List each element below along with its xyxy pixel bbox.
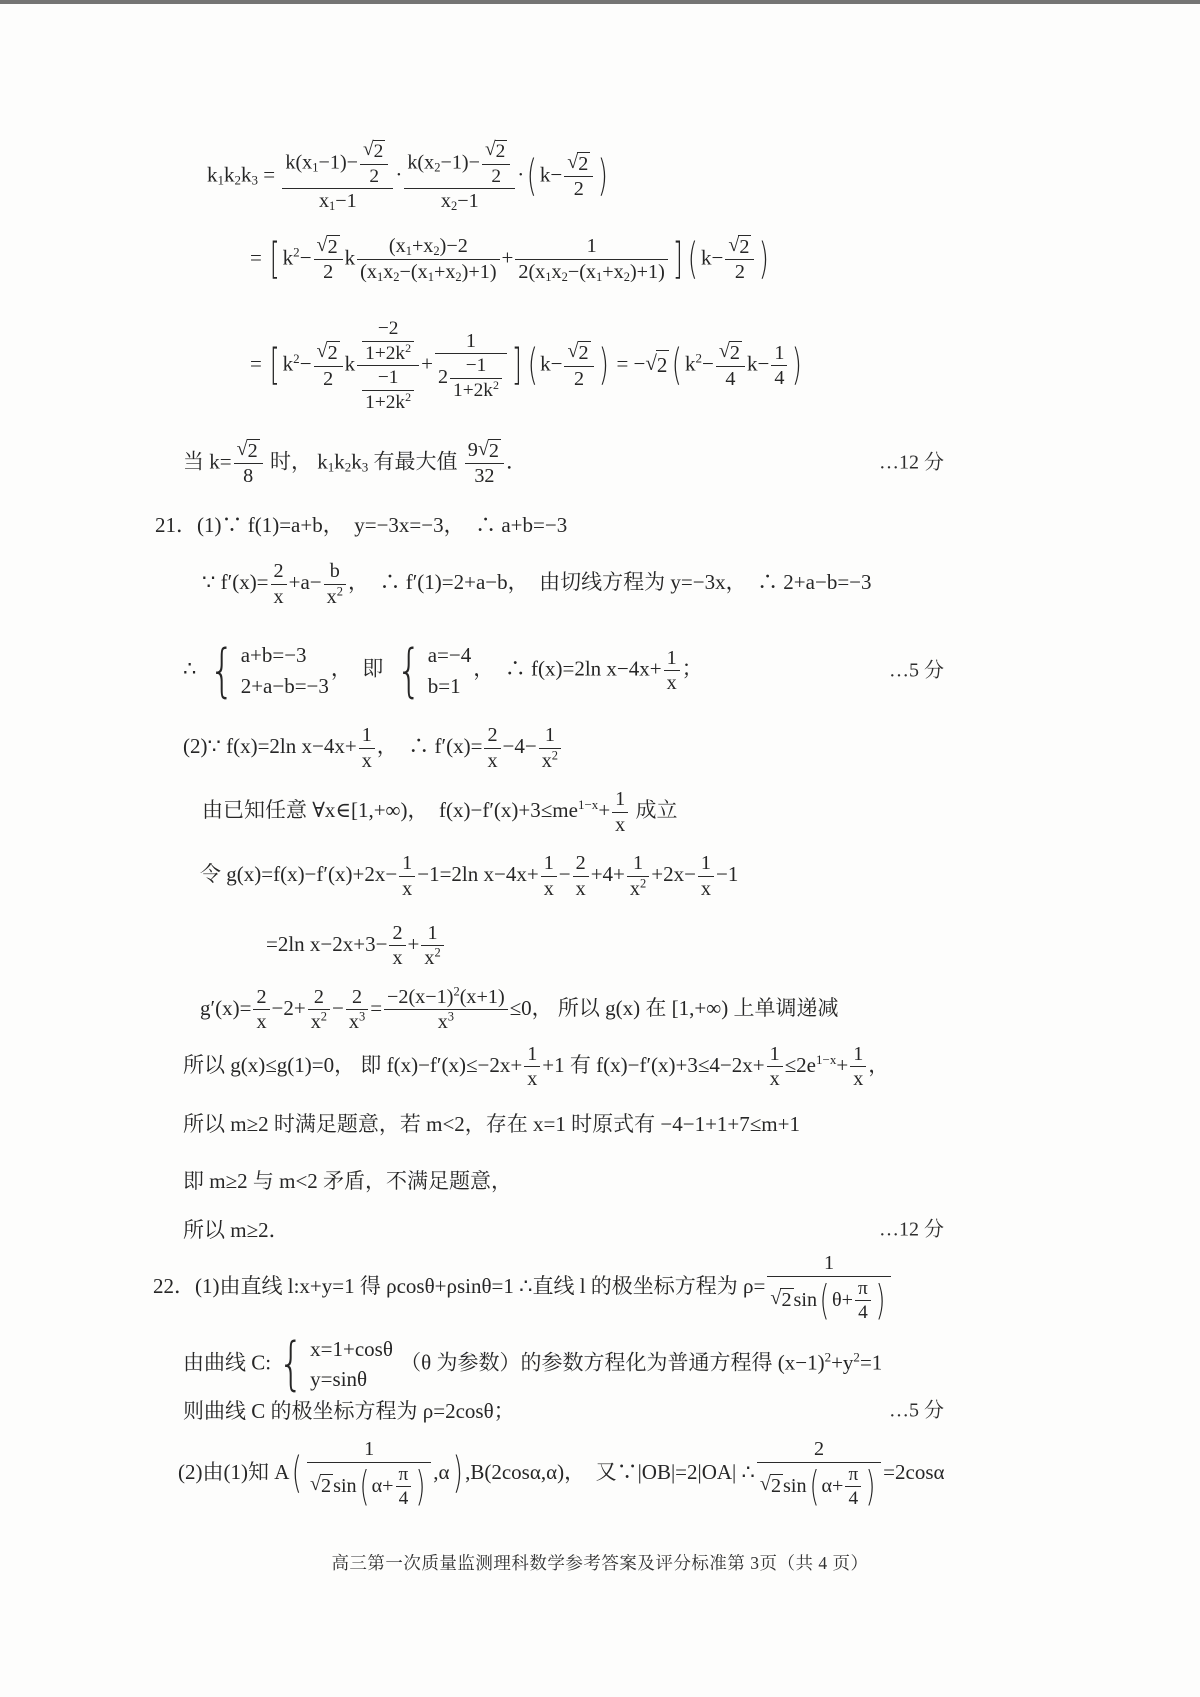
math-line: 所以 m≥2． …12 分	[183, 1217, 944, 1242]
superscript: 2	[492, 377, 499, 392]
fraction: $\frac{1}{4}$	[771, 342, 787, 390]
paren-group: ( k− √ 2 2 )	[688, 233, 770, 284]
math-line: 即 m≥2 与 m<2 矛盾，不满足题意，	[183, 1169, 513, 1194]
superscript: 2	[320, 1009, 328, 1024]
radical-sign: √	[645, 350, 657, 375]
paren-group: ( $k^2-$ √ 2 4 k− $\frac{1}{4}$ )	[672, 340, 803, 390]
bracket-group: [ $k^2-$ √ 2 2 k $\frac{\frac{-2}{1+2k^2}}{\frac{-1}{1+2k^2}}$ + 1 2 $\frac{-1}{1+2k^2}$ ]	[269, 318, 522, 414]
sqrt: √ 2	[567, 340, 589, 365]
fraction	[357, 318, 419, 414]
radical-sign: √	[236, 437, 248, 460]
subscript: 2	[451, 199, 458, 214]
sqrt: √ 2	[477, 437, 499, 462]
subscript: 2	[434, 160, 441, 175]
sqrt: √ 2	[718, 340, 740, 365]
subscript: 2	[234, 172, 242, 188]
fraction: $\frac{b}{x^2}$	[324, 560, 346, 608]
math-lines	[150, 0, 1000, 1510]
math-line: (2)∵ f(x)=2ln x−4x+ $\frac{1}{x}$ ， ∴ f′(x)= $\frac{2}{x}$ −4− $\frac{1}{x^2}$	[150, 724, 1000, 772]
radical-sign: √	[309, 1473, 322, 1496]
fraction: $\frac{1}{x}$	[767, 1043, 783, 1091]
fraction: $\frac{2}{x}$	[253, 986, 269, 1034]
math-line: 21．(1)∵ f(1)=a+b， y=−3x=−3， ∴ a+b=−3	[155, 512, 568, 537]
fraction: $\frac{2}{x}$	[389, 922, 405, 970]
subscript: 1	[405, 244, 412, 259]
fraction: √ 2 2	[564, 341, 593, 390]
radical-sign: √	[759, 1473, 771, 1496]
superscript: 3	[358, 1009, 366, 1024]
math-line: ∵ f′(x)= $\frac{2}{x}$ +a− $\frac{b}{x^2}$ ， ∴ f′(1)=2+a−b， 由切线方程为 y=−3x， ∴ 2+a−b=−3	[202, 560, 872, 608]
subscript: 1	[596, 270, 603, 285]
fraction: $\frac{1}{2(x_1x_2-(x_1+x_2)+1)}$	[515, 235, 667, 283]
math-line: 所以 m≥2 时满足题意，若 m<2，存在 x=1 时原式有 −4−1+1+7≤m+1	[183, 1111, 800, 1136]
sqrt: √ 2	[316, 234, 338, 258]
subscript: 1	[327, 459, 335, 475]
superscript: 2	[336, 584, 343, 599]
superscript: 2	[824, 1349, 832, 1365]
paren-group: ( k− √ 2 2 )	[527, 150, 609, 201]
subscript: 2	[455, 270, 462, 285]
fraction: $\frac{1}{x}$	[524, 1043, 540, 1091]
fraction: $\frac{2}{x^2}$	[308, 986, 330, 1034]
fraction: $\frac{1}{x}$	[698, 852, 714, 900]
score-marker: …12 分	[879, 1218, 944, 1241]
math-line: 22．(1)由直线 l:x+y=1 得 ρcosθ+ρsinθ=1 ∴直线 l 的极坐标方程为 ρ= 1 √ 2 sin ( θ+ $\frac{\pi}{4}$ )	[150, 1252, 1000, 1324]
subscript: 2	[561, 270, 568, 285]
fraction: $\frac{\pi}{4}$	[396, 1464, 412, 1510]
fraction: $\frac{2}{x}$	[271, 560, 287, 608]
fraction: $\frac{\pi}{4}$	[855, 1278, 871, 1324]
fraction: $k(x_2-1)-$ √ 2 2 $x_2-1$	[404, 140, 515, 213]
subscript: 1	[545, 270, 552, 285]
math-line: 由已知任意 ∀x∈[1,+∞)， $f(x)-f'(x)+3\le me^{1-x}+$ $\frac{1}{x}$ 成立	[202, 788, 678, 836]
subscript: 2	[623, 270, 630, 285]
radical-sign: √	[316, 340, 328, 363]
fraction: $\frac{(x_1+x_2)-2}{(x_1x_2-(x_1+x_2)+1)}$	[357, 235, 499, 283]
fraction: √ 2 2	[564, 152, 593, 201]
subscript: 1	[312, 160, 319, 175]
superscript: 2	[695, 350, 702, 366]
fraction: $\frac{-2(x-1)^2(x+1)}{x^3}$	[384, 986, 508, 1034]
radical-sign: √	[728, 234, 740, 257]
radical-sign: √	[316, 234, 328, 257]
fraction: 9 √ 2 32	[465, 439, 504, 488]
superscript: 2	[405, 340, 412, 355]
paren-group: ( θ+ $\frac{\pi}{4}$ )	[819, 1275, 886, 1325]
fraction: $\frac{-1}{1+2k^2}$	[450, 355, 502, 401]
fraction: √ 2 8	[234, 439, 263, 488]
fraction: √ 2 2	[360, 140, 388, 187]
score-marker: …5 分	[889, 659, 944, 682]
paren-group: ( 1 √ 2 sin ( α+ $\frac{\pi}{4}$ ) ,α )	[292, 1438, 463, 1511]
subscript: 1	[427, 270, 434, 285]
fraction: √ 2 2	[314, 235, 343, 284]
math-line: ∴ { a+b=−3 2+a−b=−3 ， 即 { a=−4 b=1 ， ∴ f(x)=2ln x−4x+ $\frac{1}{x}$ ； …5 分	[183, 637, 944, 704]
sqrt: √ 2	[309, 1473, 332, 1498]
fraction: √ 2 2	[725, 235, 754, 284]
radical-sign: √	[770, 1287, 782, 1310]
bracket-group: [ $k^2-$ √ 2 2 k $\frac{(x_1+x_2)-2}{(x_1x_2-(x_1+x_2)+1)}$ + $\frac{1}{2(x_1x_2-(x_1+x_2)+1)}$ ]	[269, 233, 683, 285]
sqrt: √ 2	[316, 340, 338, 365]
radical-sign: √	[718, 340, 730, 363]
fraction: $\frac{1}{x^2}$	[421, 922, 443, 970]
superscript: 2	[551, 748, 559, 763]
fraction: $\frac{2}{x^3}$	[346, 986, 368, 1034]
fraction: √ 2 4	[716, 341, 745, 390]
brace-icon: {	[209, 637, 235, 704]
fraction: $\frac{1}{x^2}$	[539, 724, 561, 772]
cases-system: { x=1+cosθ y=sinθ	[278, 1331, 393, 1398]
subscript: 1	[376, 270, 384, 285]
math-line: =2ln x−2x+3− $\frac{2}{x}$ + $\frac{1}{x^2}$	[150, 922, 1000, 970]
math-line: = [ $k^2-$ √ 2 2 k $\frac{\frac{-2}{1+2k^2}}{\frac{-1}{1+2k^2}}$ + 1 2 $\frac{-1}{1+2k^2}$ ] ( k− √ 2 2 ) = − √ 2 ( $k^2-$ √ 2 4 k− $\frac{1}{4}$ )	[150, 318, 1000, 414]
brace-icon: {	[396, 637, 422, 704]
superscript: 2	[639, 876, 647, 891]
subscript: 3	[251, 172, 259, 188]
fraction: 1 √ 2 sin ( α+ $\frac{\pi}{4}$ )	[307, 1438, 431, 1510]
subscript: 2	[344, 459, 352, 475]
superscript: 2	[293, 244, 300, 260]
fraction: $\frac{-1}{1+2k^2}$	[362, 367, 414, 413]
sqrt: √ 2	[728, 234, 750, 258]
brace-icon: {	[278, 1331, 304, 1398]
math-line: 所以 g(x)≤g(1)=0， 即 f(x)−f′(x)≤−2x+ $\frac{1}{x}$ +1 有 f(x)−f′(x)+3≤4−2x+ $\frac{1}{x}$ $\le 2e^{1-x}+$ $\frac{1}{x}$ ，	[183, 1042, 890, 1091]
fraction: 2 √ 2 sin ( α+ $\frac{\pi}{4}$ )	[757, 1438, 881, 1510]
sqrt: √ 2	[363, 139, 384, 162]
fraction: $\frac{1}{x}$	[850, 1043, 866, 1091]
fraction: $\frac{1}{x^2}$	[627, 852, 649, 900]
score-marker: …5 分	[889, 1399, 944, 1422]
fraction: $\frac{2}{x}$	[573, 852, 589, 900]
radical-sign: √	[567, 340, 579, 363]
fraction: $\frac{\pi}{4}$	[845, 1464, 861, 1510]
math-line: 当 k= √ 2 8 时， $k_1k_2k_3$ 有最大值 9 √ 2 32 ． …12 分	[183, 437, 944, 488]
math-line: 令 g(x)=f(x)−f′(x)+2x− $\frac{1}{x}$ −1=2ln x−4x+ $\frac{1}{x}$ − $\frac{2}{x}$ +4+ $\frac{1}{x^2}$ +2x− $\frac{1}{x}$ −1	[200, 852, 739, 900]
radical-sign: √	[567, 151, 579, 174]
superscript: 2	[405, 389, 412, 404]
fraction: $k(x_1-1)-$ √ 2 2 $x_1-1$	[282, 140, 393, 213]
superscript: 2	[453, 984, 460, 999]
cases-system: { a=−4 b=1	[396, 637, 472, 704]
superscript: 1−x	[816, 1051, 837, 1067]
superscript: 1−x	[577, 797, 599, 813]
paren-group: ( α+ $\frac{\pi}{4}$ )	[359, 1461, 426, 1511]
superscript: 3	[447, 1009, 455, 1024]
sqrt: √ 2	[645, 350, 669, 379]
score-marker: …12 分	[879, 451, 944, 474]
fraction: $\frac{2}{x}$	[484, 724, 500, 772]
sqrt: √ 2	[770, 1287, 792, 1312]
radical-sign: √	[485, 139, 496, 161]
superscript: 2	[434, 945, 441, 960]
sqrt: √ 2	[759, 1473, 782, 1498]
fraction: 1 2 $\frac{-1}{1+2k^2}$	[435, 330, 507, 402]
subscript: 2	[393, 270, 400, 285]
radical-sign: √	[363, 139, 374, 161]
fraction: $\frac{1}{x}$	[541, 852, 557, 900]
superscript: 2	[293, 350, 300, 366]
subscript: 3	[361, 459, 369, 475]
paren-group: ( k− √ 2 2 )	[527, 340, 609, 390]
math-line: $k_1k_2k_3$ = $k(x_1-1)-$ √ 2 2 $x_1-1$ · $k(x_2-1)-$ √ 2 2 $x_2-1$ · ( k− √ 2 2 )	[150, 140, 1000, 213]
math-line: 则曲线 C 的极坐标方程为 ρ=2cosθ； …5 分	[183, 1398, 944, 1423]
math-line: 由曲线 C: { x=1+cosθ y=sinθ （θ 为参数）的参数方程化为普通方程得 $(x-1)^2+y^2=1$	[183, 1331, 883, 1398]
fraction: √ 2 2	[314, 341, 343, 390]
sqrt: √ 2	[567, 151, 589, 175]
radical-sign: √	[477, 437, 489, 460]
fraction: $\frac{1}{x}$	[664, 647, 680, 695]
subscript: 1	[217, 172, 225, 188]
fraction: 1 √ 2 sin ( θ+ $\frac{\pi}{4}$ )	[767, 1252, 890, 1324]
math-line: g′(x)= $\frac{2}{x}$ −2+ $\frac{2}{x^2}$ − $\frac{2}{x^3}$ = $\frac{-2(x-1)^2(x+1)}{x^3}$ ≤0， 所以 g(x) 在 [1,+∞) 上单调递减	[200, 984, 839, 1034]
fraction: $\frac{-2}{1+2k^2}$	[362, 318, 414, 364]
sqrt: √ 2	[236, 437, 258, 462]
fraction: $\frac{1}{x}$	[612, 788, 628, 836]
fraction: $\frac{1}{x}$	[399, 852, 415, 900]
superscript: 2	[853, 1349, 860, 1365]
fraction: √ 2 2	[482, 140, 510, 187]
sqrt: √ 2	[485, 139, 506, 162]
subscript: 1	[329, 199, 336, 214]
paren-group: ( α+ $\frac{\pi}{4}$ )	[809, 1461, 876, 1511]
subscript: 2	[433, 244, 440, 259]
fraction: $\frac{1}{x}$	[359, 724, 375, 772]
math-line: = [ $k^2-$ √ 2 2 k $\frac{(x_1+x_2)-2}{(x_1x_2-(x_1+x_2)+1)}$ + $\frac{1}{2(x_1x_2-(x_1+x_2)+1)}$ ] ( k− √ 2 2 )	[150, 235, 1000, 284]
math-line: (2)由(1)知 A ( 1 √ 2 sin ( α+ $\frac{\pi}{4}$ ) ,α ) ,B(2cosα,α)， 又∵|OB|=2|OA| ∴ 2 √ 2 sin ( α+ $\frac{\pi}{4}$ ) =2cosα	[178, 1438, 945, 1511]
page-footer: 高三第一次质量监测理科数学参考答案及评分标准第 3页（共 4 页）	[331, 1553, 869, 1573]
cases-system: { a+b=−3 2+a−b=−3	[209, 637, 329, 704]
